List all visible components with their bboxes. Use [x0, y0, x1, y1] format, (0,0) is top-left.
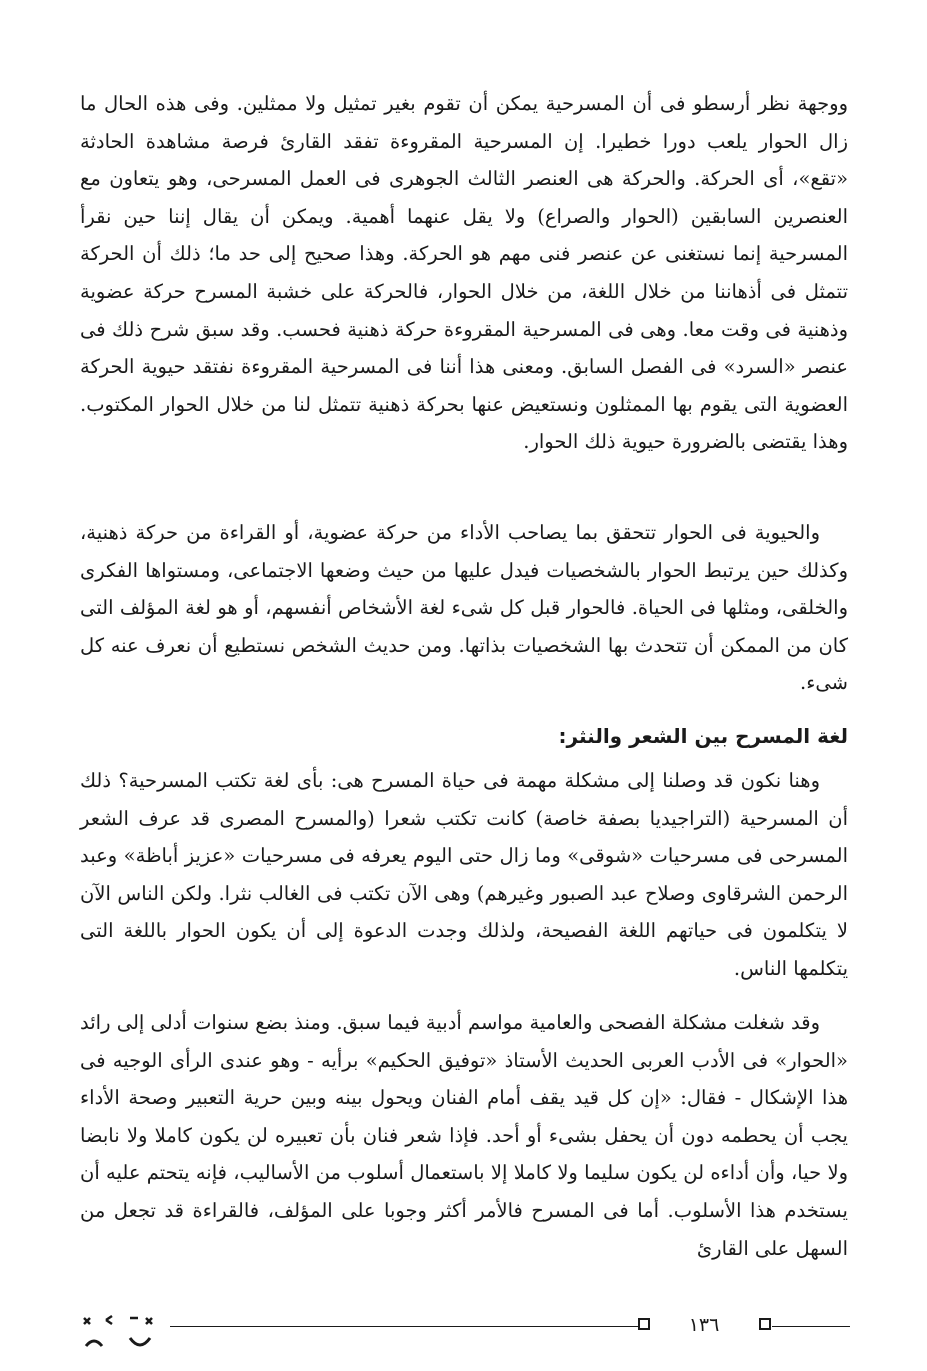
footer-square-icon: [638, 1318, 650, 1330]
footer-rule: [772, 1326, 850, 1327]
page-footer: [80, 1312, 850, 1362]
paragraph-text: والحيوية فى الحوار تتحقق بما يصاحب الأداء من حركة عضوية، أو القراءة من حركة ذهنية، وكذلك حين يرتبط الحوار بالشخصيات فيدل عليها من حيث وضعها الاجتماعى، ومستواها الفكرى والخلقى، ومثلها فى الحياة. فالحوار قبل كل شىء لغة الأشخاص أنفسهم، أو هو لغة المؤلف التى كان من الممكن أن تتحدث بها الشخصيات بذاتها. ومن حديث الشخص نستطيع أن نعرف عنه كل شىء.: [80, 521, 848, 695]
section-heading: لغة المسرح بين الشعر والنثر:: [558, 724, 848, 748]
footer-rule: [170, 1326, 638, 1327]
paragraph-text: وقد شغلت مشكلة الفصحى والعامية مواسم أدبية فيما سبق. ومنذ بضع سنوات أدلى إلى رائد «الحوار» فى الأدب العربى الحديث الأستاذ «توفيق الحكيم» برأيه - وهو عندى الرأى الوجيه فى هذا الإشكال - فقال: «إن كل قيد يقف أمام الفنان ويحول بينه وبين حرية التعبير وصحة الأداء يجب أن يحطمه دون أن يحفل بشىء أو أحد. فإذا شعر فنان بأن تعبيره لن يكون كاملا ولا نابضا ولا حيا، وأن أداءه لن يكون سليما ولا كاملا إلا باستعمال أسلوب من الأساليب، فإنه يتحتم عليه أن يستخدم هذا الأسلوب. أما فى المسرح فالأمر أكثر وجوبا على المؤلف، فالقراءة قد تجعل من السهل على القارئ: [80, 1011, 848, 1260]
paragraph-classical-vs-colloquial: [80, 1004, 848, 1267]
paragraph-language-problem: [80, 762, 848, 988]
footer-square-icon: [759, 1318, 771, 1330]
paragraph-drama-movement: ووجهة نظر أرسطو فى أن المسرحية يمكن أن تقوم بغير تمثيل ولا ممثلين. وفى هذه الحال ما زال الحوار يلعب دورا خطيرا. إن المسرحية المقروءة تفقد القارئ فرصة مشاهدة الحادثة «تقع»، أى الحركة. والحركة هى العنصر الثالث الجوهرى فى العمل المسرحى، وهو يتعاون مع العنصرين السابقين (الحوار والصراع) ولا يقل عنهما أهمية. ويمكن أن يقال إننا حين نقرأ المسرحية إنما نستغنى عن عنصر فنى مهم هو الحركة. وهذا صحيح إلى حد ما؛ ذلك أن الحركة تتمثل فى أذهاننا من خلال اللغة، من خلال الحوار، فالحركة على خشبة المسرح حركة عضوية وذهنية فى وقت معا. وهى فى المسرحية المقروءة حركة ذهنية فحسب. وقد سبق شرح ذلك فى عنصر «السرد» فى الفصل السابق. ومعنى هذا أننا فى المسرحية المقروءة نفتقد حيوية الحركة العضوية التى يقوم بها الممثلون ونستعيض عنها بحركة ذهنية تتمثل لنا من خلال الحوار المكتوب. وهذا يقتضى بالضرورة حيوية ذلك الحوار.: [80, 92, 848, 454]
paragraph-text: وهنا نكون قد وصلنا إلى مشكلة مهمة فى حياة المسرح هى: بأى لغة تكتب المسرحية؟ ذلك أن المسرحية (التراجيديا بصفة خاصة) كانت تكتب شعرا (والمسرح المصرى قد عرف الشعر المسرحى فى مسرحيات «شوقى» وما زال حتى اليوم يعرفه فى مسرحيات «عزيز أباظة» وعبد الرحمن الشرقاوى وصلاح عبد الصبور وغيرهم) وهى الآن تكتب فى الغالب نثرا. ولكن الناس الآن لا يتكلمون فى حياتهم اللغة الفصيحة، ولذلك وجدت الدعوة إلى أن يكون الحوار باللغة التى يتكلمها الناس.: [80, 769, 848, 980]
page-number: ١٣٦: [688, 1314, 720, 1336]
paragraph-dialogue-vitality: [80, 514, 848, 702]
ornament-icon: [80, 1312, 160, 1356]
